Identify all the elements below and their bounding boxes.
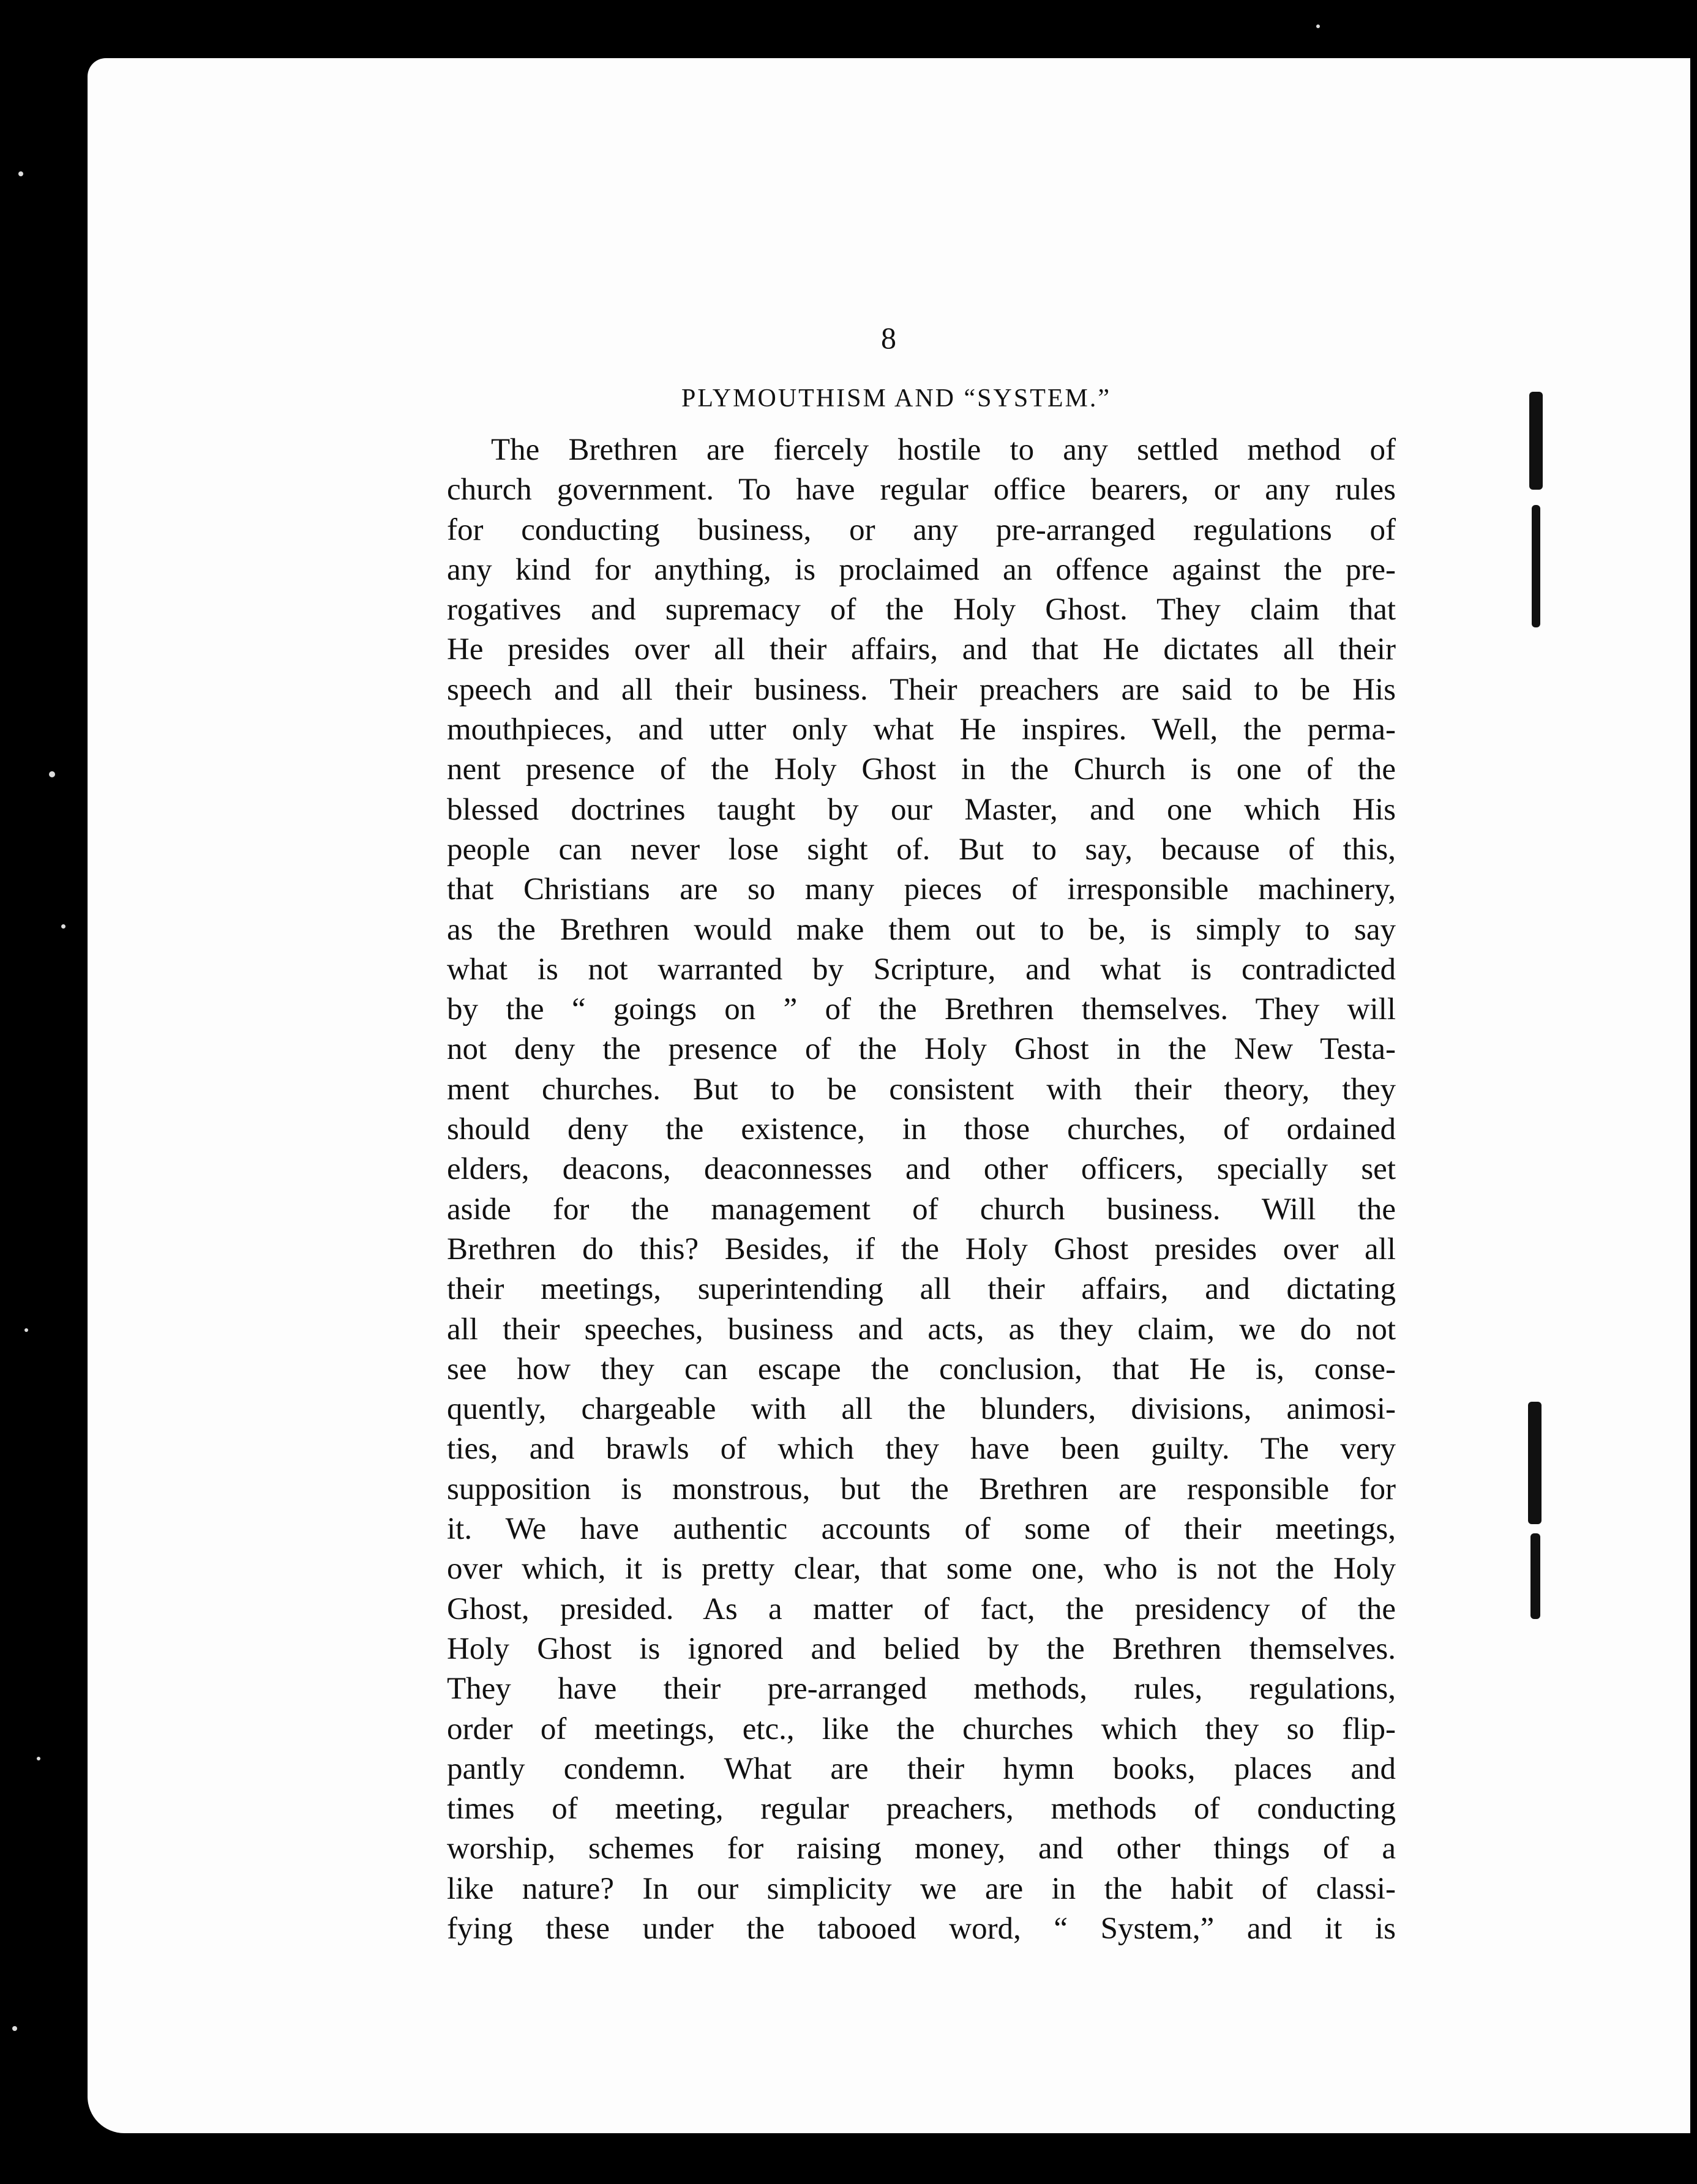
scan-speck [12, 2026, 17, 2031]
page-number: 8 [881, 321, 896, 355]
text-line: that Christians are so many pieces of irresponsible machinery, [447, 872, 1396, 907]
text-line: ment churches. But to be consistent with their theory, they [447, 1072, 1396, 1107]
text-line: all their speeches, business and acts, as they claim, we do not [447, 1312, 1396, 1347]
text-line: elders, deacons, deaconnesses and other officers, specially set [447, 1152, 1396, 1187]
section-heading: PLYMOUTHISM AND “SYSTEM.” [681, 384, 1111, 413]
scan-speck [61, 924, 66, 929]
text-line: He presides over all their affairs, and that He dictates all their [447, 632, 1396, 667]
scan-mark [1530, 1533, 1540, 1619]
text-line: over which, it is pretty clear, that some one, who is not the Holy [447, 1552, 1396, 1587]
text-line: They have their pre-arranged methods, rules, regulations, [447, 1672, 1396, 1707]
scan-speck [37, 1757, 40, 1760]
text-line: as the Brethren would make them out to be, is simply to say [447, 912, 1396, 947]
text-line: fying these under the tabooed word, “ System,” and it is [447, 1911, 1396, 1946]
scan-mark [1532, 505, 1540, 627]
scan-speck [1316, 24, 1320, 28]
text-line: blessed doctrines taught by our Master, and one which His [447, 792, 1396, 827]
text-line: what is not warranted by Scripture, and what is contradicted [447, 952, 1396, 987]
text-line: church government. To have regular office bearers, or any rules [447, 473, 1396, 507]
document-page [88, 58, 1690, 2133]
text-line: their meetings, superintending all their affairs, and dictating [447, 1272, 1396, 1307]
text-line: not deny the presence of the Holy Ghost in the New Testa- [447, 1032, 1396, 1067]
scan-mark [1528, 1402, 1542, 1524]
text-line: times of meeting, regular preachers, methods of conducting [447, 1792, 1396, 1827]
text-line: Ghost, presided. As a matter of fact, the presidency of the [447, 1591, 1396, 1626]
text-line: nent presence of the Holy Ghost in the Church is one of the [447, 752, 1396, 787]
text-line: speech and all their business. Their preachers are said to be His [447, 672, 1396, 707]
text-line: ties, and brawls of which they have been guilty. The very [447, 1432, 1396, 1467]
text-line: rogatives and supremacy of the Holy Ghost. They claim that [447, 593, 1396, 627]
text-line: see how they can escape the conclusion, that He is, conse- [447, 1352, 1396, 1386]
scan-mark [1529, 392, 1543, 490]
text-line: any kind for anything, is proclaimed an offence against the pre- [447, 552, 1396, 587]
scan-speck [49, 771, 55, 777]
text-line: The Brethren are fiercely hostile to any settled method of [491, 433, 1396, 467]
text-line: mouthpieces, and utter only what He inspires. Well, the perma- [447, 712, 1396, 747]
scan-speck [18, 171, 23, 176]
text-line: should deny the existence, in those churches, of ordained [447, 1112, 1396, 1147]
text-line: quently, chargeable with all the blunders, divisions, animosi- [447, 1392, 1396, 1427]
scan-speck [24, 1328, 28, 1332]
text-line: pantly condemn. What are their hymn books, places and [447, 1751, 1396, 1786]
text-line: Holy Ghost is ignored and belied by the Brethren themselves. [447, 1631, 1396, 1666]
body-paragraph [447, 430, 1396, 1949]
text-line: for conducting business, or any pre-arranged regulations of [447, 512, 1396, 547]
text-line: order of meetings, etc., like the churches which they so flip- [447, 1711, 1396, 1746]
text-line: like nature? In our simplicity we are in the habit of classi- [447, 1871, 1396, 1906]
text-line: by the “ goings on ” of the Brethren themselves. They will [447, 992, 1396, 1027]
text-line: Brethren do this? Besides, if the Holy Ghost presides over all [447, 1232, 1396, 1266]
text-line: it. We have authentic accounts of some of their meetings, [447, 1512, 1396, 1547]
text-line: supposition is monstrous, but the Brethren are responsible for [447, 1472, 1396, 1506]
text-line: aside for the management of church business. Will the [447, 1192, 1396, 1227]
text-line: worship, schemes for raising money, and other things of a [447, 1831, 1396, 1866]
text-line: people can never lose sight of. But to say, because of this, [447, 832, 1396, 867]
